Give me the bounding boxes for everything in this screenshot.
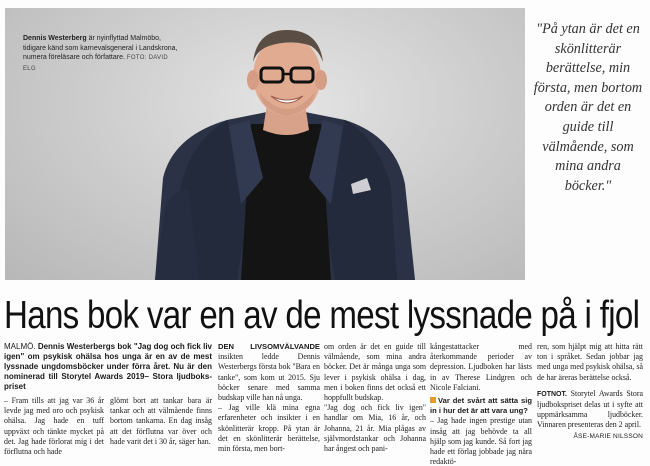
body-paragraph: kångestattacker med återkommande perioder av depression. Ljudboken har lästs in av Therese Lindgren och Nicole Falciani.: [430, 342, 532, 392]
article-photo: [5, 8, 525, 280]
body-paragraph: om orden är det en guide till välmående, som mina andra böcker. Det är många unga som lever i psykisk ohälsa i dag, men i boken finns det också ett hoppfullt budskap.: [324, 342, 426, 403]
article-column-5: [537, 342, 643, 466]
caption-text: är nyinflyttad Malmöbo, tidigare känd som karnevalsgeneral i Landskrona, numera föreläsare och författare.: [23, 35, 178, 61]
footnote-label: FOTNOT.: [537, 390, 567, 398]
body-paragraph: – Jag hade ingen prestige utan insåg att jag behövde ta all hjälp som jag kunde. Så fort jag hade ett förlag jobbade jag nära redaktö-: [430, 416, 532, 466]
caption-name: Dennis Westerberg: [23, 35, 87, 42]
body-paragraph: [218, 342, 320, 403]
article-column-3: [324, 342, 426, 466]
photo-credit: FOTO: DAVID ELG: [23, 55, 168, 72]
body-paragraph: – Fram tills att jag var 36 år levde jag med oro och psykisk ohälsa. Jag hade en tuff uppväxt och tänkte mycket på det. Jag hade förlorat mig i det förflutna och hade: [4, 396, 104, 457]
body-paragraph: – Jag ville klä mina egna erfarenheter och insikter i en skönlitterär kropp. På ytan är det en skönlitterär berättelse, min första, men bort-: [218, 403, 320, 454]
headline: Hans bok var en av de mest lyssnade på i fjol: [4, 294, 640, 337]
body-paragraph: ren, som hjälpt mig att hitta rätt ton i språket. Sedan jobbar jag med unga med psykisk ohälsa, så de har äreras berättelse också.: [537, 342, 643, 382]
article-column-1: [4, 342, 212, 466]
interview-question: [430, 396, 532, 416]
body-paragraph: glömt bort att tankar bara är tankar och att välmående finns bortom tankarna. En dag insåg att det förflutna var över och hade varit det i 30 år, säger han.: [110, 396, 212, 446]
subheading: DEN LIVSOMVÄLVANDE: [218, 342, 320, 351]
article-lead: [4, 342, 212, 392]
lead-text: Dennis Westerbergs bok "Jag dog och fick liv igen" om psykisk ohälsa hos unga är en av de mest lyssnade ungdomsböcker under förra året. Nu är den nominerad till Storytel Awards 2019– Stora ljudbokspriset: [4, 342, 212, 391]
photo-caption: [23, 34, 181, 74]
footnote: [537, 389, 643, 431]
question-text: Var det svårt att sätta sig in i hur det är att vara ung?: [430, 396, 532, 416]
dateline: MALMÖ.: [4, 342, 36, 351]
footnote-text: Storytel Awards Stora ljudbokspriset delas ut i syfte att uppmärksamma ljudböcker. Vinnaren presenteras den 2 april.: [537, 388, 643, 430]
body-paragraph: "Jag dog och fick liv igen" handlar om Mia, 16 år, och Johanna, 21 år. Mia plågas av självmordstankar och Johanna har ångest och pani-: [324, 403, 426, 454]
article-column-4: [430, 342, 532, 466]
article-column-2: [218, 342, 320, 466]
body-text: insikten ledde Dennis Westerbergs första bok "Bara en tanke", som kom ut 2015. Sju böcker senare med samma budskap ville han nå unga.: [218, 352, 320, 403]
byline: ÅSE-MARIE NILSSON: [573, 432, 643, 440]
square-bullet-icon: [430, 397, 436, 403]
pull-quote: "På ytan är det en skönlitterär berättelse, min första, men bortom orden är det en guide till välmående, som mina andra böcker.": [533, 21, 643, 194]
